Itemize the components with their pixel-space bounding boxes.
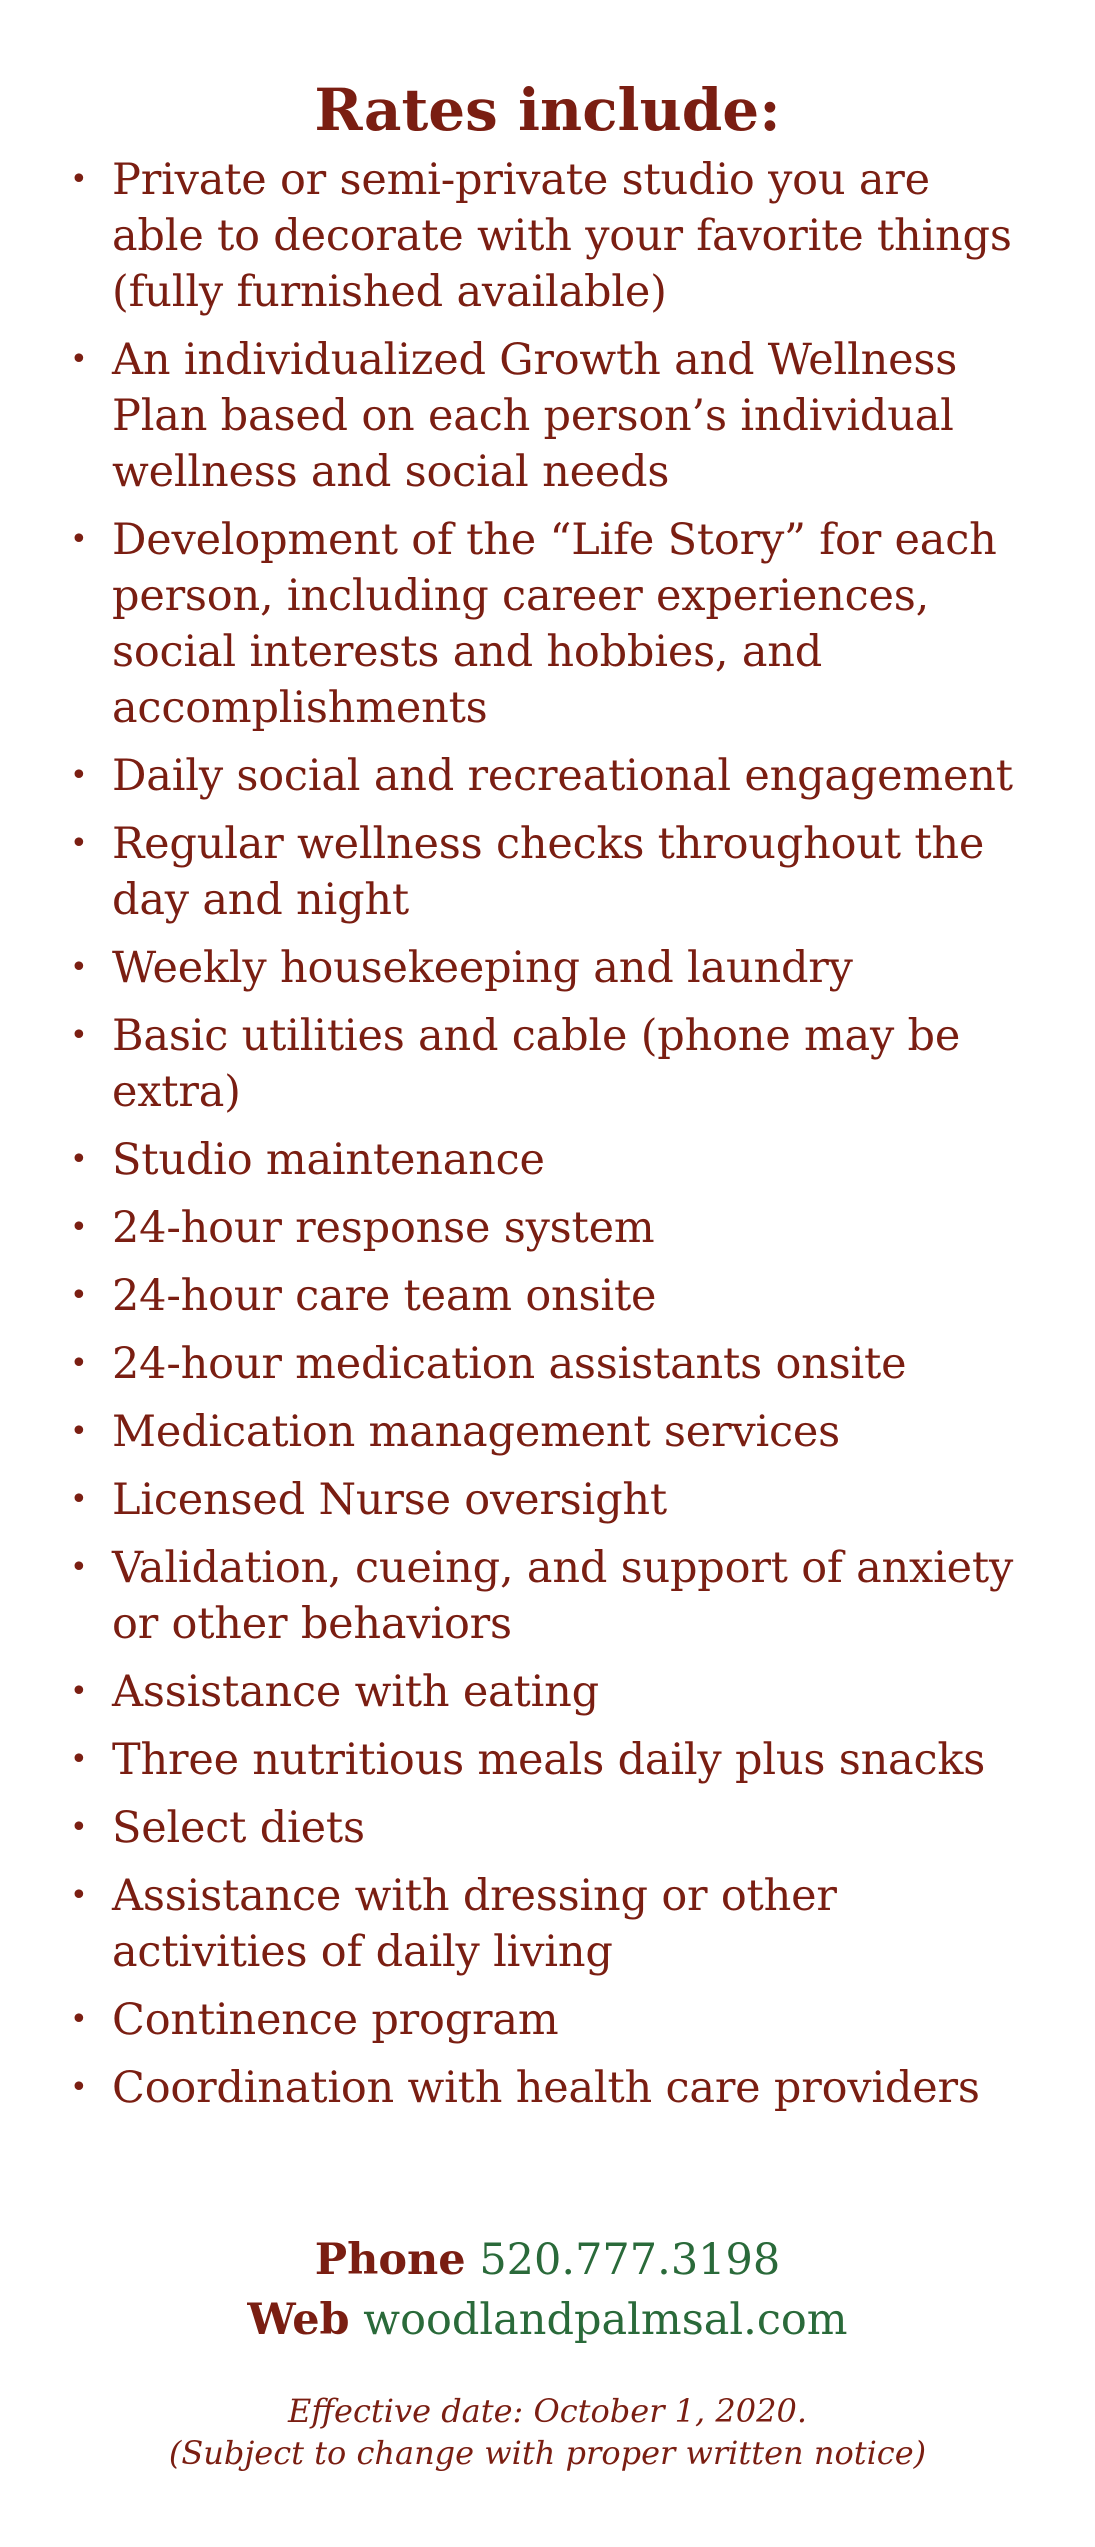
- bullet-icon: •: [70, 342, 88, 377]
- bullet-icon: •: [70, 1674, 88, 1709]
- list-item-text: Assistance with dressing or other activities of daily living: [112, 1871, 837, 1977]
- change-notice: (Subject to change with proper written notice): [168, 2434, 927, 2472]
- list-item-text: An individualized Growth and Wellness Plan based on each person’s individual wellness and social needs: [112, 335, 958, 497]
- list-item-text: Studio maintenance: [112, 1135, 545, 1185]
- list-item-text: Select diets: [112, 1803, 365, 1853]
- list-item: [70, 1664, 1030, 1720]
- list-item: [70, 1132, 1030, 1188]
- list-item-text: 24-hour response system: [112, 1203, 655, 1253]
- list-item-text: Three nutritious meals daily plus snacks: [112, 1735, 986, 1785]
- bullet-icon: •: [70, 1878, 88, 1913]
- list-item-text: Development of the “Life Story” for each person, including career experiences, social interests and hobbies, and accomplishments: [112, 515, 997, 733]
- list-item-text: Daily social and recreational engagement: [112, 751, 1013, 801]
- list-item-text: Private or semi-private studio you are able to decorate with your favorite things (fully furnished available): [112, 155, 1012, 317]
- list-item: [70, 1336, 1030, 1392]
- phone-number: 520.777.3198: [479, 2235, 781, 2285]
- page-title: Rates include:: [314, 76, 781, 144]
- bullet-icon: •: [70, 1142, 88, 1177]
- bullet-icon: •: [70, 826, 88, 861]
- bullet-icon: •: [70, 162, 88, 197]
- bullet-icon: •: [70, 1550, 88, 1585]
- bullet-icon: •: [70, 950, 88, 985]
- list-item-text: Coordination with health care providers: [112, 2063, 980, 2113]
- list-item: [70, 1404, 1030, 1460]
- list-item-text: 24-hour care team onsite: [112, 1271, 657, 1321]
- bullet-icon: •: [70, 1346, 88, 1381]
- bullet-icon: •: [70, 2070, 88, 2105]
- contact-block: [0, 2230, 1095, 2350]
- bullet-icon: •: [70, 1210, 88, 1245]
- list-item-text: Licensed Nurse oversight: [112, 1475, 667, 1525]
- list-item-text: Validation, cueing, and support of anxiety or other behaviors: [112, 1543, 1014, 1649]
- bullet-icon: •: [70, 2002, 88, 2037]
- web-line: [0, 2290, 1095, 2350]
- bullet-icon: •: [70, 1018, 88, 1053]
- list-item: [70, 1472, 1030, 1528]
- list-item: [70, 1868, 1030, 1980]
- bullet-icon: •: [70, 1742, 88, 1777]
- list-item-text: Assistance with eating: [112, 1667, 599, 1717]
- phone-label: Phone: [314, 2235, 466, 2285]
- list-item: [70, 748, 1030, 804]
- list-item: [70, 1992, 1030, 2048]
- bullet-icon: •: [70, 1278, 88, 1313]
- effective-date: Effective date: October 1, 2020.: [288, 2392, 807, 2430]
- list-item-text: Weekly housekeeping and laundry: [112, 943, 853, 993]
- list-item-text: Continence program: [112, 1995, 559, 2045]
- web-label: Web: [247, 2295, 350, 2345]
- list-item: [70, 1268, 1030, 1324]
- list-item-text: Regular wellness checks throughout the day and night: [112, 819, 985, 925]
- bullet-icon: •: [70, 522, 88, 557]
- bullet-icon: •: [70, 1810, 88, 1845]
- list-item-text: Basic utilities and cable (phone may be extra): [112, 1011, 961, 1117]
- list-item: [70, 940, 1030, 996]
- list-item: [70, 512, 1030, 736]
- list-item: [70, 816, 1030, 928]
- bullet-icon: •: [70, 1414, 88, 1449]
- phone-line: [0, 2230, 1095, 2290]
- list-item: [70, 1732, 1030, 1788]
- bullet-icon: •: [70, 758, 88, 793]
- list-item-text: 24-hour medication assistants onsite: [112, 1339, 907, 1389]
- bullet-icon: •: [70, 1482, 88, 1517]
- rates-list: [70, 152, 1030, 2128]
- list-item: [70, 1200, 1030, 1256]
- list-item: [70, 1800, 1030, 1856]
- website-link: woodlandpalmsal.com: [363, 2295, 848, 2345]
- list-item: [70, 2060, 1030, 2116]
- list-item: [70, 332, 1030, 500]
- list-item-text: Medication management services: [112, 1407, 841, 1457]
- list-item: [70, 1540, 1030, 1652]
- effective-date-notice: [0, 2390, 1095, 2474]
- list-item: [70, 1008, 1030, 1120]
- list-item: [70, 152, 1030, 320]
